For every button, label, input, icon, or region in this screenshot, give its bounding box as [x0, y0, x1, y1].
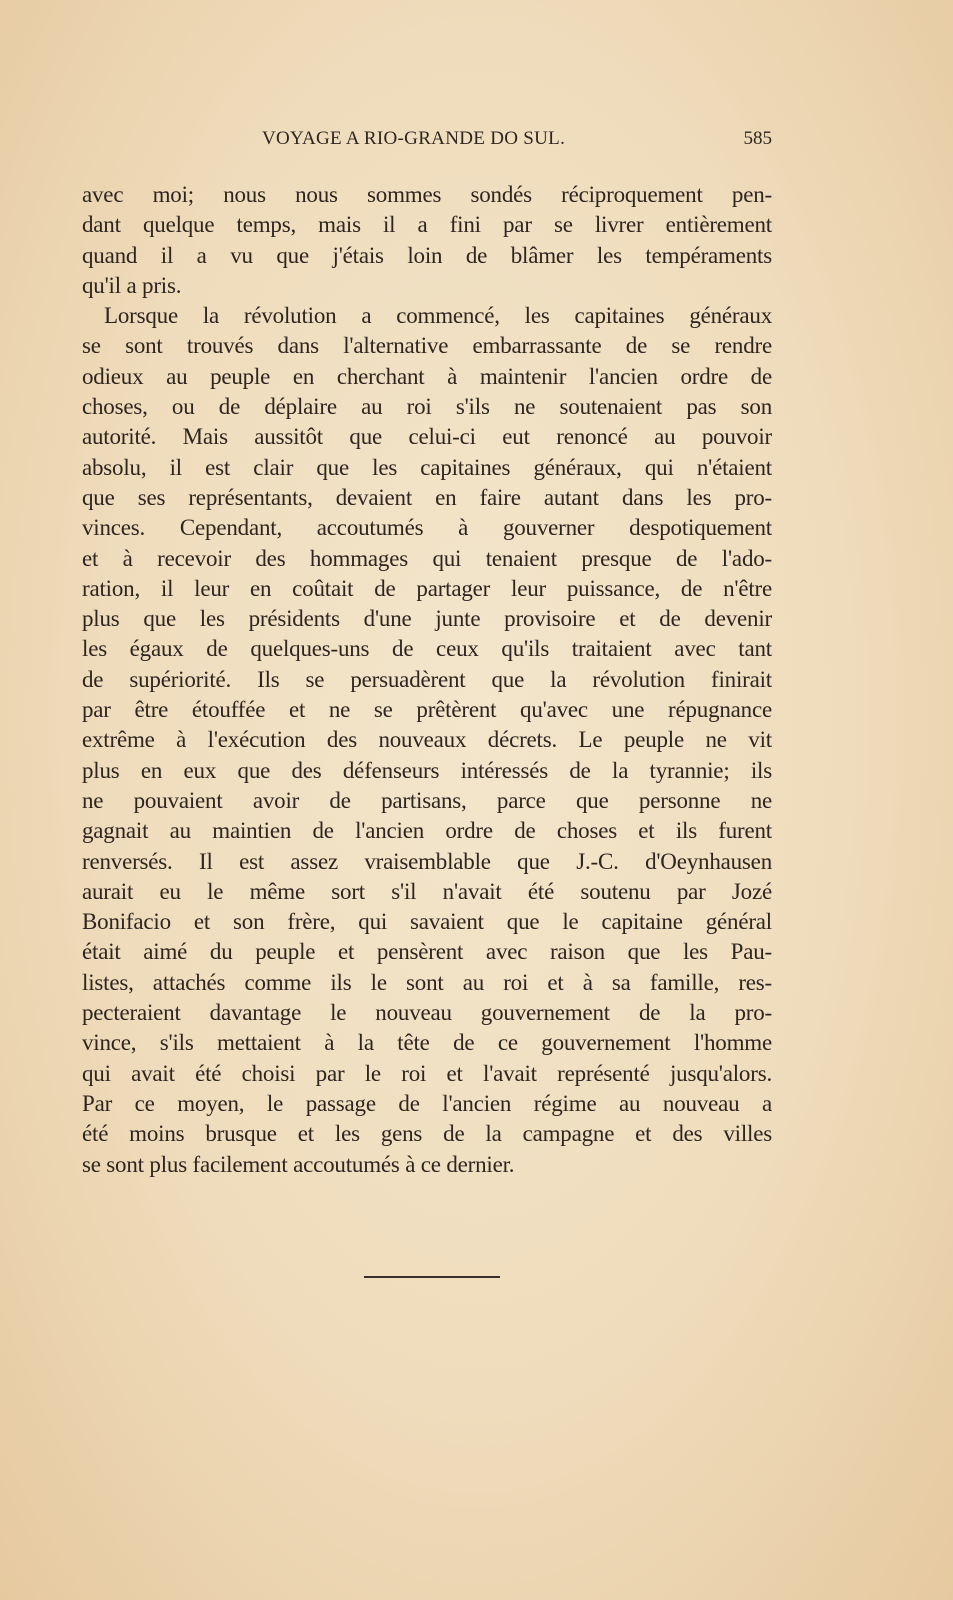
body-text: [82, 180, 772, 1180]
text-line: plus en eux que des défenseurs intéressés de la tyrannie; ils: [82, 757, 772, 783]
text-line: listes, attachés comme ils le sont au roi et à sa famille, res-: [82, 969, 772, 995]
text-line: odieux au peuple en cherchant à maintenir l'ancien ordre de: [82, 363, 772, 389]
text-line: avec moi; nous nous sommes sondés réciproquement pen-: [82, 182, 772, 207]
text-line: Lorsque la révolution a commencé, les capitaines généraux: [104, 303, 772, 329]
text-line: se sont plus facilement accoutumés à ce dernier.: [82, 1151, 515, 1177]
text-line: ne pouvaient avoir de partisans, parce que personne ne: [82, 787, 772, 813]
text-line: vinces. Cependant, accoutumés à gouverner despotiquement: [82, 515, 772, 541]
text-line: de supériorité. Ils se persuadèrent que la révolution finirait: [82, 666, 772, 692]
text-line: quand il a vu que j'étais loin de blâmer les tempéraments: [82, 242, 772, 268]
page-number: 585: [743, 128, 772, 149]
text-line: et à recevoir des hommages qui tenaient presque de l'ado-: [82, 545, 772, 571]
text-line: qu'il a pris.: [82, 272, 182, 298]
text-line: autorité. Mais aussitôt que celui-ci eut renoncé au pouvoir: [82, 424, 772, 450]
text-line: aurait eu le même sort s'il n'avait été soutenu par Jozé: [82, 878, 772, 904]
end-rule: [364, 1276, 500, 1278]
text-line: absolu, il est clair que les capitaines généraux, qui n'étaient: [82, 454, 772, 480]
text-line: Par ce moyen, le passage de l'ancien régime au nouveau a: [82, 1090, 772, 1116]
running-title: VOYAGE A RIO-GRANDE DO SUL.: [262, 128, 566, 149]
text-line: était aimé du peuple et pensèrent avec raison que les Pau-: [82, 939, 772, 965]
text-line: plus que les présidents d'une junte provisoire et de devenir: [82, 606, 772, 632]
page-header: [82, 128, 772, 158]
text-line: pecteraient davantage le nouveau gouvernement de la pro-: [82, 1000, 772, 1026]
text-line: ration, il leur en coûtait de partager leur puissance, de n'être: [82, 575, 772, 601]
text-line: gagnait au maintien de l'ancien ordre de choses et ils furent: [82, 818, 772, 844]
text-line: se sont trouvés dans l'alternative embarrassante de se rendre: [82, 333, 772, 359]
text-line: les égaux de quelques-uns de ceux qu'ils traitaient avec tant: [82, 636, 772, 662]
text-line: extrême à l'exécution des nouveaux décrets. Le peuple ne vit: [82, 727, 772, 753]
text-line: dant quelque temps, mais il a fini par se livrer entièrement: [82, 212, 772, 238]
text-line: Bonifacio et son frère, qui savaient que le capitaine général: [82, 909, 772, 935]
text-line: été moins brusque et les gens de la campagne et des villes: [82, 1121, 772, 1147]
text-line: qui avait été choisi par le roi et l'avait représenté jusqu'alors.: [82, 1060, 772, 1086]
text-line: par être étouffée et ne se prêtèrent qu'avec une répugnance: [82, 697, 772, 723]
text-line: renversés. Il est assez vraisemblable que J.-C. d'Oeynhausen: [82, 848, 772, 874]
text-line: choses, ou de déplaire au roi s'ils ne soutenaient pas son: [82, 394, 772, 420]
text-line: vince, s'ils mettaient à la tête de ce gouvernement l'homme: [82, 1030, 772, 1056]
text-line: que ses représentants, devaient en faire autant dans les pro-: [82, 484, 772, 510]
